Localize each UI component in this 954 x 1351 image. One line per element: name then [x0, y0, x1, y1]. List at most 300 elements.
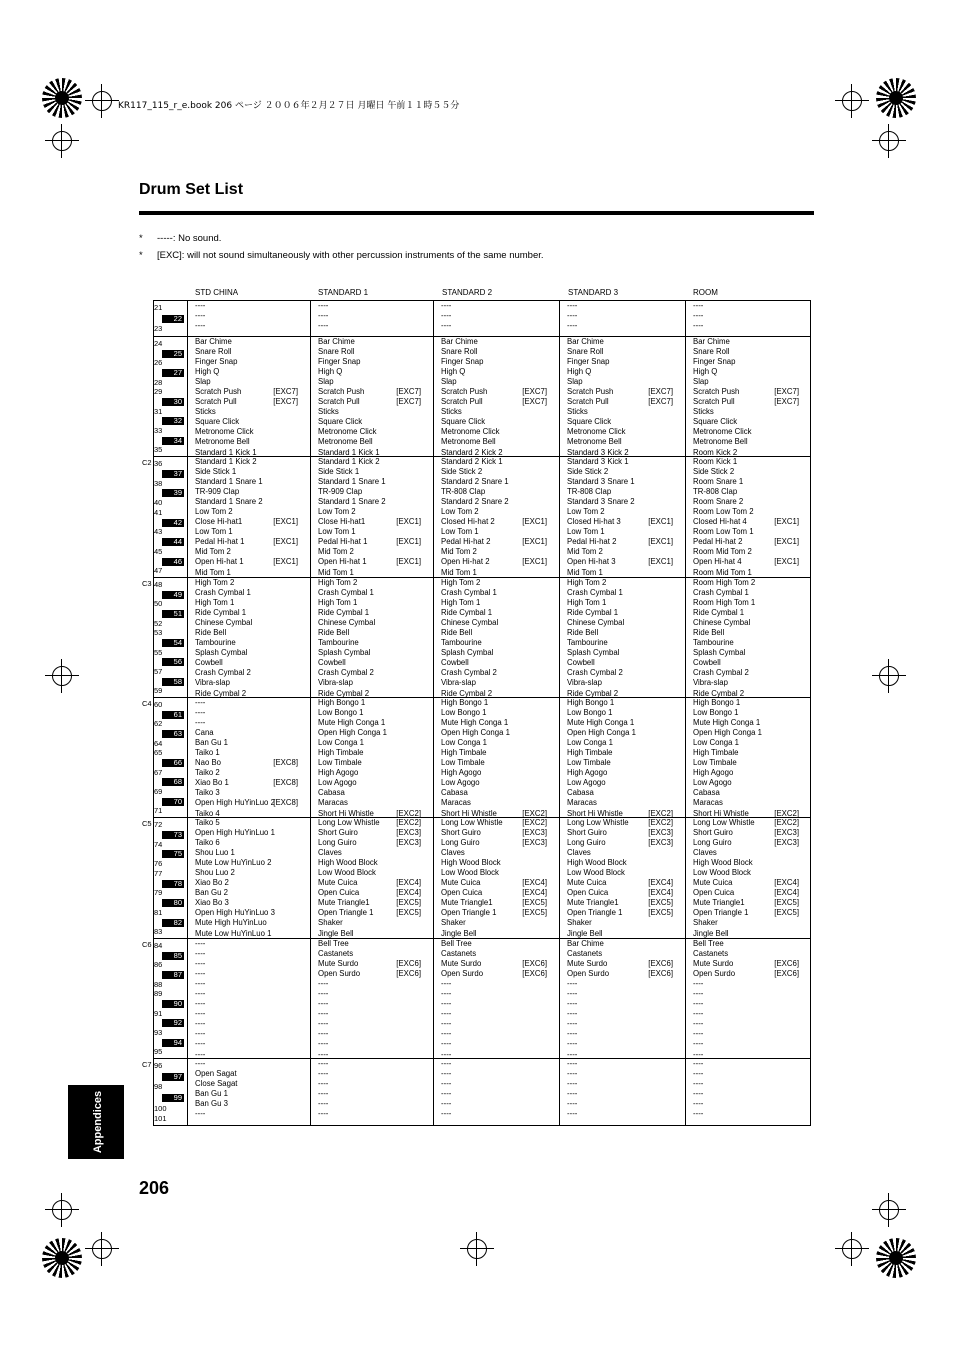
column-divider: [187, 300, 188, 1126]
instrument-row: [318, 758, 421, 768]
instrument-name: Snare Roll: [567, 347, 604, 357]
instrument-row: [567, 497, 673, 507]
instrument-name: Bar Chime: [318, 337, 355, 346]
crosshair-icon: [872, 124, 906, 158]
instrument-row: [318, 979, 421, 989]
instrument-name: Short Hi Whistle: [441, 808, 497, 818]
instrument-row: [195, 301, 298, 311]
instrument-name: High Timbale: [693, 748, 739, 758]
instrument-row: [441, 357, 547, 367]
instrument-name: Standard 1 Snare 1: [195, 477, 263, 487]
instrument-row: [318, 698, 421, 708]
exclusive-group: [EXC6]: [648, 959, 673, 969]
instrument-name: Sticks: [318, 407, 339, 417]
instrument-row: [567, 618, 673, 628]
instrument-row: [567, 698, 673, 708]
instrument-row: [318, 367, 421, 377]
exclusive-group: [EXC6]: [648, 969, 673, 979]
instrument-name: Metronome Bell: [441, 437, 496, 447]
instrument-row: [318, 848, 421, 858]
instrument-name: Snare Roll: [441, 347, 478, 357]
instrument-row: [195, 918, 298, 928]
instrument-name: High Q: [441, 367, 466, 377]
instrument-name: Long Low Whistle: [318, 818, 380, 827]
instrument-name: Taiko 3: [195, 788, 220, 798]
instrument-row: [318, 818, 421, 828]
key-number-black: 49: [162, 590, 184, 600]
instrument-row: [693, 427, 799, 437]
instrument-row: [567, 1029, 673, 1039]
instrument-row: [318, 497, 421, 507]
instrument-name: Short Guiro: [318, 828, 358, 838]
instrument-name: Scratch Pull: [195, 397, 237, 407]
instrument-row: [441, 1109, 547, 1119]
instrument-name: Scratch Pull: [567, 397, 609, 407]
instrument-name: Low Bongo 1: [567, 708, 613, 718]
instrument-name: Standard 2 Kick 1: [441, 457, 503, 466]
instrument-name: Ride Cymbal 1: [318, 608, 370, 618]
instrument-row: [195, 798, 298, 808]
exclusive-group: [EXC5]: [522, 908, 547, 918]
instrument-name: Mid Tom 1: [441, 567, 477, 577]
instrument-cell: [318, 1059, 421, 1119]
key-number-white: 71: [154, 806, 163, 816]
exclusive-group: [EXC2]: [774, 818, 799, 827]
instrument-row: [567, 638, 673, 648]
instrument-row: [567, 858, 673, 868]
instrument-name: Standard 2 Snare 2: [441, 497, 509, 507]
instrument-name: Short Guiro: [567, 828, 607, 838]
instrument-name: Crash Cymbal 2: [318, 668, 374, 678]
instrument-row: [441, 748, 547, 758]
instrument-row: [318, 959, 421, 969]
instrument-name: ----: [195, 979, 206, 989]
instrument-row: [195, 1039, 298, 1049]
instrument-name: Shaker: [567, 918, 592, 928]
registration-target-icon: [876, 1238, 916, 1278]
instrument-name: Tambourine: [441, 638, 482, 648]
instrument-name: Open Cuica: [567, 888, 609, 898]
instrument-row: [567, 838, 673, 848]
instrument-name: ----: [441, 979, 452, 989]
instrument-name: ----: [693, 1069, 704, 1079]
note-exc: * [EXC]: will not sound simultaneously with other percussion instruments of the same number.: [139, 250, 544, 261]
instrument-name: Low Tom 2: [441, 507, 479, 517]
octave-label: C6: [142, 940, 152, 949]
column-header-standard-1: STANDARD 1: [318, 288, 369, 297]
instrument-name: Finger Snap: [195, 357, 238, 367]
instrument-cell: [567, 301, 673, 331]
instrument-row: [318, 321, 421, 331]
exclusive-group: [EXC1]: [396, 517, 421, 527]
instrument-row: [693, 457, 799, 467]
instrument-row: [693, 527, 799, 537]
instrument-name: Bell Tree: [693, 939, 724, 948]
instrument-row: [567, 367, 673, 377]
instrument-row: [567, 658, 673, 668]
instrument-name: ----: [441, 1069, 452, 1079]
exclusive-group: [EXC1]: [396, 557, 421, 567]
instrument-row: [318, 1079, 421, 1089]
instrument-row: [318, 828, 421, 838]
instrument-row: [441, 397, 547, 407]
instrument-row: [441, 1069, 547, 1079]
instrument-name: Cowbell: [441, 658, 469, 668]
instrument-row: [318, 898, 421, 908]
instrument-name: Standard 1 Kick 2: [318, 457, 380, 466]
exclusive-group: [EXC2]: [522, 808, 547, 818]
instrument-row: [693, 788, 799, 798]
instrument-name: ----: [567, 311, 578, 321]
column-header-standard-3: STANDARD 3: [568, 288, 619, 297]
instrument-row: [567, 487, 673, 497]
instrument-row: [693, 698, 799, 708]
instrument-row: [195, 527, 298, 537]
instrument-row: [318, 929, 421, 939]
instrument-name: ----: [318, 321, 329, 331]
instrument-row: [693, 1009, 799, 1019]
instrument-name: ----: [195, 939, 206, 948]
instrument-name: ----: [441, 1039, 452, 1049]
instrument-name: High Bongo 1: [693, 698, 741, 707]
instrument-row: [567, 959, 673, 969]
instrument-name: ----: [567, 321, 578, 331]
instrument-name: ----: [567, 1049, 578, 1059]
instrument-row: [441, 898, 547, 908]
instrument-row: [318, 728, 421, 738]
instrument-name: High Agogo: [441, 768, 482, 778]
instrument-row: [195, 718, 298, 728]
instrument-row: [441, 301, 547, 311]
instrument-row: [567, 848, 673, 858]
instrument-cell: [567, 818, 673, 939]
instrument-name: ----: [318, 1079, 329, 1089]
key-number-black: 90: [162, 999, 184, 1009]
instrument-name: Mid Tom 1: [318, 567, 354, 577]
instrument-name: Castanets: [693, 949, 729, 959]
instrument-row: [318, 578, 421, 588]
instrument-name: ----: [693, 1099, 704, 1109]
instrument-name: Vibra-slap: [318, 678, 353, 688]
exclusive-group: [EXC1]: [774, 557, 799, 567]
instrument-row: [693, 959, 799, 969]
instrument-name: Shou Luo 2: [195, 868, 235, 878]
instrument-name: Cana: [195, 728, 214, 738]
instrument-cell: [318, 337, 421, 458]
key-number-white: 100: [154, 1103, 167, 1113]
instrument-row: [693, 311, 799, 321]
key-number-black: 73: [162, 830, 184, 840]
exclusive-group: [EXC5]: [396, 908, 421, 918]
instrument-name: Mid Tom 1: [195, 567, 231, 577]
instrument-name: ----: [693, 1089, 704, 1099]
instrument-row: [195, 668, 298, 678]
key-number-black: 70: [162, 797, 184, 807]
instrument-row: [567, 557, 673, 567]
instrument-name: Vibra-slap: [441, 678, 476, 688]
instrument-row: [693, 848, 799, 858]
instrument-name: Open High HuYinLuo 1: [195, 828, 275, 838]
instrument-row: [195, 1029, 298, 1039]
exclusive-group: [EXC7]: [648, 397, 673, 407]
instrument-row: [567, 1069, 673, 1079]
key-number-white: 74: [154, 839, 163, 849]
instrument-name: TR-808 Clap: [567, 487, 612, 497]
crosshair-icon: [872, 659, 906, 693]
instrument-name: Open Surdo: [318, 969, 361, 979]
instrument-name: ----: [693, 1109, 704, 1119]
key-number-white: 98: [154, 1082, 163, 1092]
instrument-row: [195, 397, 298, 407]
instrument-name: High Tom 2: [195, 578, 235, 587]
instrument-name: Metronome Bell: [567, 437, 622, 447]
instrument-row: [567, 517, 673, 527]
instrument-name: Castanets: [441, 949, 477, 959]
instrument-name: Low Wood Block: [693, 868, 751, 878]
instrument-row: [441, 1079, 547, 1089]
instrument-name: ----: [195, 1059, 206, 1068]
instrument-row: [693, 1019, 799, 1029]
instrument-name: Long Low Whistle: [567, 818, 629, 827]
instrument-row: [693, 537, 799, 547]
instrument-row: [441, 678, 547, 688]
instrument-row: [693, 1089, 799, 1099]
instrument-name: Open Hi-hat 2: [441, 557, 490, 567]
registration-target-icon: [42, 78, 82, 118]
instrument-cell: [693, 818, 799, 939]
instrument-name: Open Triangle 1: [441, 908, 497, 918]
instrument-row: [567, 748, 673, 758]
instrument-row: [441, 387, 547, 397]
instrument-name: High Wood Block: [567, 858, 627, 868]
instrument-row: [318, 457, 421, 467]
instrument-row: [693, 989, 799, 999]
instrument-name: Open Hi-hat 3: [567, 557, 616, 567]
instrument-name: Metronome Click: [693, 427, 752, 437]
exclusive-group: [EXC1]: [522, 557, 547, 567]
instrument-row: [195, 537, 298, 547]
instrument-name: Splash Cymbal: [195, 648, 248, 658]
instrument-row: [567, 738, 673, 748]
key-number-black: 54: [162, 638, 184, 648]
instrument-row: [318, 1009, 421, 1019]
instrument-row: [441, 487, 547, 497]
print-header: KR117_115_r_e.book 206 ページ ２００６年２月２７日 月曜日 午前１１時５５分: [118, 101, 460, 111]
instrument-name: Bar Chime: [441, 337, 478, 346]
crosshair-icon: [45, 1193, 79, 1227]
instrument-row: [195, 618, 298, 628]
instrument-row: [318, 678, 421, 688]
instrument-cell: [195, 301, 298, 331]
instrument-row: [567, 758, 673, 768]
instrument-name: Square Click: [693, 417, 738, 427]
instrument-name: High Tom 1: [195, 598, 235, 608]
key-number-black: 58: [162, 677, 184, 687]
key-number-white: 57: [154, 667, 163, 676]
instrument-cell: [693, 1059, 799, 1119]
instrument-name: Snare Roll: [195, 347, 232, 357]
instrument-name: ----: [693, 989, 704, 999]
instrument-name: Low Wood Block: [567, 868, 625, 878]
instrument-row: [318, 1039, 421, 1049]
instrument-row: [195, 467, 298, 477]
exclusive-group: [EXC2]: [774, 808, 799, 818]
instrument-row: [441, 648, 547, 658]
octave-label: C4: [142, 699, 152, 708]
exclusive-group: [EXC2]: [648, 818, 673, 827]
instrument-name: Crash Cymbal 2: [195, 668, 251, 678]
instrument-name: Nao Bo: [195, 758, 222, 768]
instrument-name: ----: [567, 1079, 578, 1089]
instrument-row: [567, 1009, 673, 1019]
instrument-name: Ride Cymbal 2: [195, 688, 247, 698]
instrument-name: ----: [318, 1009, 329, 1019]
instrument-cell: [567, 939, 673, 1060]
instrument-name: Standard 1 Kick 1: [195, 447, 257, 457]
instrument-row: [693, 588, 799, 598]
instrument-row: [195, 818, 298, 828]
instrument-name: Mute Surdo: [693, 959, 734, 969]
instrument-row: [693, 668, 799, 678]
instrument-row: [441, 517, 547, 527]
key-number-white: 35: [154, 445, 163, 455]
exclusive-group: [EXC7]: [396, 387, 421, 397]
key-number-white: 47: [154, 566, 163, 576]
exclusive-group: [EXC6]: [396, 959, 421, 969]
instrument-row: [567, 537, 673, 547]
section-tab-label: Appendices: [92, 1090, 104, 1154]
instrument-row: [693, 1029, 799, 1039]
instrument-cell: [318, 698, 421, 819]
instrument-row: [693, 818, 799, 828]
exclusive-group: [EXC7]: [396, 397, 421, 407]
key-number-white: 88: [154, 979, 163, 989]
instrument-name: Open High Conga 1: [693, 728, 762, 738]
instrument-name: ----: [693, 1029, 704, 1039]
instrument-row: [441, 407, 547, 417]
instrument-name: Standard 2 Snare 1: [441, 477, 509, 487]
instrument-name: Ride Cymbal 2: [441, 688, 493, 698]
exclusive-group: [EXC1]: [522, 537, 547, 547]
exclusive-group: [EXC4]: [648, 888, 673, 898]
instrument-row: [195, 1079, 298, 1089]
instrument-name: Low Timbale: [567, 758, 611, 768]
instrument-row: [318, 949, 421, 959]
key-number-white: 91: [154, 1008, 163, 1018]
instrument-row: [567, 648, 673, 658]
instrument-name: Maracas: [441, 798, 471, 808]
instrument-row: [567, 357, 673, 367]
instrument-row: [693, 638, 799, 648]
instrument-row: [567, 969, 673, 979]
column-divider: [433, 300, 434, 1126]
instrument-row: [441, 698, 547, 708]
instrument-row: [441, 337, 547, 347]
instrument-cell: [318, 578, 421, 699]
instrument-name: ----: [318, 1049, 329, 1059]
instrument-name: Low Agogo: [318, 778, 357, 788]
instrument-name: Standard 3 Snare 1: [567, 477, 635, 487]
instrument-name: ----: [195, 718, 206, 728]
instrument-row: [318, 377, 421, 387]
instrument-row: [693, 1069, 799, 1079]
instrument-name: Crash Cymbal 1: [195, 588, 251, 598]
instrument-name: ----: [567, 979, 578, 989]
instrument-row: [318, 718, 421, 728]
instrument-name: ----: [693, 301, 704, 310]
instrument-row: [318, 668, 421, 678]
instrument-cell: [318, 301, 421, 331]
key-number-black: 51: [162, 609, 184, 619]
instrument-name: Taiko 1: [195, 748, 220, 758]
instrument-row: [693, 517, 799, 527]
instrument-name: Pedal Hi-hat 1: [195, 537, 245, 547]
key-number-white: 93: [154, 1028, 163, 1037]
exclusive-group: [EXC5]: [774, 898, 799, 908]
instrument-name: Standard 1 Snare 2: [195, 497, 263, 507]
instrument-row: [195, 311, 298, 321]
instrument-row: [441, 588, 547, 598]
instrument-row: [567, 1089, 673, 1099]
instrument-name: Ride Cymbal 1: [567, 608, 619, 618]
instrument-name: Tambourine: [693, 638, 734, 648]
instrument-row: [318, 1099, 421, 1109]
instrument-name: Low Conga 1: [318, 738, 364, 748]
instrument-row: [318, 1109, 421, 1119]
instrument-name: Metronome Click: [567, 427, 626, 437]
instrument-name: ----: [195, 989, 206, 999]
key-number-white: 31: [154, 406, 163, 416]
instrument-name: Castanets: [567, 949, 603, 959]
instrument-row: [693, 908, 799, 918]
exclusive-group: [EXC8]: [273, 798, 298, 808]
instrument-name: Mute Triangle1: [567, 898, 619, 908]
instrument-cell: [318, 457, 421, 578]
key-number-white: 96: [154, 1061, 163, 1070]
instrument-name: Splash Cymbal: [441, 648, 494, 658]
instrument-name: High Wood Block: [693, 858, 753, 868]
instrument-name: Long Guiro: [567, 838, 606, 848]
instrument-row: [195, 959, 298, 969]
instrument-row: [318, 768, 421, 778]
instrument-row: [567, 728, 673, 738]
instrument-name: High Q: [318, 367, 343, 377]
instrument-name: Finger Snap: [693, 357, 736, 367]
instrument-row: [195, 321, 298, 331]
instrument-row: [441, 999, 547, 1009]
key-number-white: 23: [154, 324, 163, 334]
instrument-name: Chinese Cymbal: [195, 618, 253, 628]
instrument-cell: [195, 698, 298, 819]
instrument-name: Vibra-slap: [567, 678, 602, 688]
instrument-name: Open High Conga 1: [567, 728, 636, 738]
instrument-name: Mute High Conga 1: [318, 718, 386, 728]
instrument-row: [693, 738, 799, 748]
instrument-row: [195, 1059, 298, 1069]
instrument-name: ----: [567, 1109, 578, 1119]
instrument-row: [318, 748, 421, 758]
exclusive-group: [EXC1]: [273, 517, 298, 527]
instrument-row: [693, 969, 799, 979]
instrument-cell: [195, 578, 298, 699]
instrument-row: [693, 868, 799, 878]
instrument-name: ----: [318, 1109, 329, 1119]
instrument-row: [693, 748, 799, 758]
instrument-row: [693, 618, 799, 628]
instrument-name: Long Guiro: [693, 838, 732, 848]
instrument-name: ----: [195, 969, 206, 979]
instrument-row: [693, 1079, 799, 1089]
